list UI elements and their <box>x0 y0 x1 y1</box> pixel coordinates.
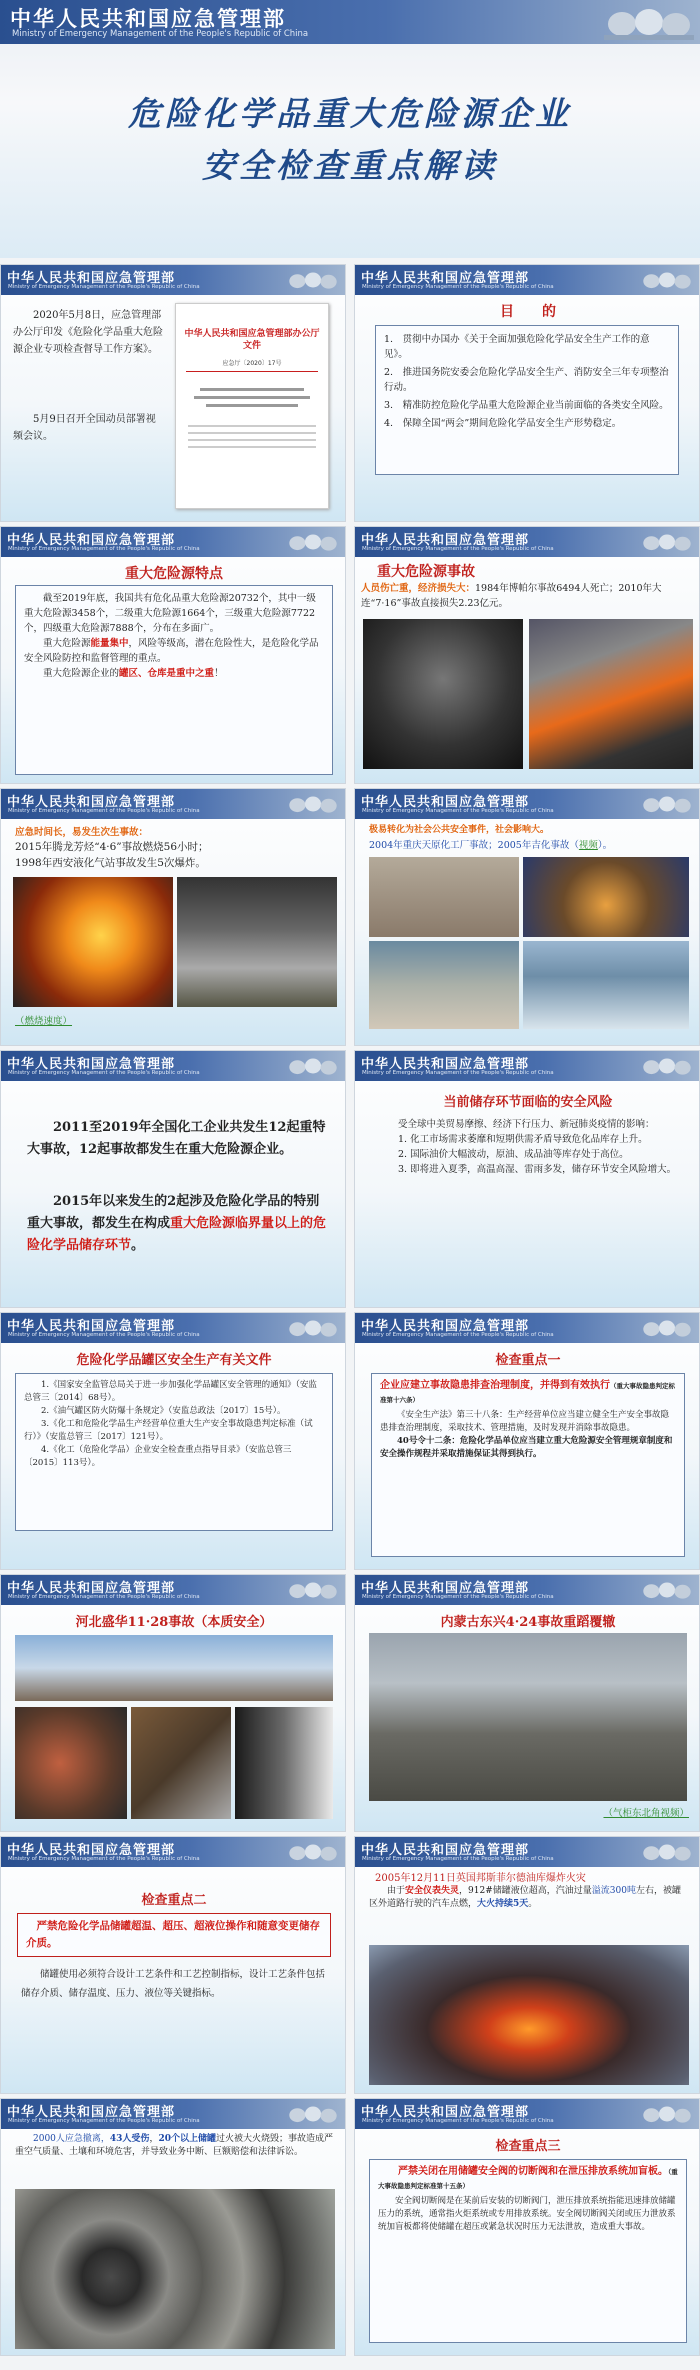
ministry-name-en: Ministry of Emergency Management of the People's Republic of China <box>362 1856 554 1862</box>
deck-title-line2: 安全检查重点解读 <box>202 146 498 185</box>
slide-storage-risks <box>354 1050 700 1308</box>
ministry-banner <box>1 1837 345 1867</box>
storage-tanks-icon <box>641 1578 693 1602</box>
ministry-name-en: Ministry of Emergency Management of the People's Republic of China <box>8 1070 200 1076</box>
slide-title: 危险化学品罐区安全生产有关文件 <box>76 1353 272 1368</box>
paragraph: 40号令十二条：危险化学品单位应当建立重大危险源安全管理规章制度和安全操作规程并采取措施保证其得到执行。 <box>380 1436 673 1459</box>
storage-tanks-icon <box>641 268 693 292</box>
check-point-content <box>369 2159 687 2343</box>
emergency-line: 2015年腾龙芳烃“4·6”事故燃烧56小时； <box>15 841 209 853</box>
ministry-name-en: Ministry of Emergency Management of the People's Republic of China <box>362 1594 554 1600</box>
ministry-banner <box>355 1051 699 1081</box>
deck-title-line1: 危险化学品重大危险源企业 <box>128 94 572 133</box>
storage-tanks-icon <box>641 1316 693 1340</box>
ministry-name-en: Ministry of Emergency Management of the People's Republic of China <box>8 284 200 290</box>
check-point-heading: 严禁危险化学品储罐超温、超压、超液位操作和随意变更储存介质。 <box>26 1920 320 1949</box>
ministry-banner <box>1 1575 345 1605</box>
ministry-name-cn: 中华人民共和国应急管理部 <box>7 795 176 810</box>
check-point-heading: 严禁关闭在用储罐安全阀的切断阀和在泄压排放系统加盲板。（重大事故隐患判定标准第十五条） <box>378 2166 678 2190</box>
slide-hebei-accident <box>0 1574 346 1832</box>
slide-title: 检查重点三 <box>495 2139 561 2154</box>
characteristics-text <box>15 585 333 775</box>
ministry-banner <box>355 265 699 295</box>
purpose-item: 1. 贯彻中办国办《关于全面加强危险化学品安全生产工作的意见》。 <box>384 334 650 360</box>
document-item: 3.《化工和危险化学品生产经营单位重大生产安全事故隐患判定标准（试行）》（安监总管三〔2017〕121号）。 <box>24 1419 313 1442</box>
ministry-name-cn: 中华人民共和国应急管理部 <box>7 1057 176 1072</box>
risk-list <box>379 1117 679 1177</box>
purpose-item: 4. 保障全国“两会”期间危险化学品安全生产形势稳定。 <box>384 418 622 429</box>
paragraph: 重大危险源能量集中，风险等级高，潜在危险性大，是危险化学品安全风险防控和监督管理的重点。 <box>24 638 319 664</box>
storage-tanks-icon <box>287 1578 339 1602</box>
storage-tanks-icon <box>641 792 693 816</box>
storage-tanks-icon <box>641 1840 693 1864</box>
emergency-line: 1998年西安液化气站事故发生5次爆炸。 <box>15 857 206 869</box>
slide-notice <box>0 264 346 522</box>
explosion-smoke-photo <box>177 877 337 1007</box>
ministry-banner <box>1 2099 345 2129</box>
storage-tanks-icon <box>287 268 339 292</box>
document-item: 4.《化工（危险化学品）企业安全检查重点指导目录》（安监总管三〔2015〕113号）。 <box>24 1445 292 1468</box>
slide-title: 重大危险源事故 <box>377 564 475 580</box>
ministry-name-en: Ministry of Emergency Management of the People's Republic of China <box>362 284 554 290</box>
ministry-name-en: Ministry of Emergency Management of the People's Republic of China <box>362 1332 554 1338</box>
document-header: 中华人民共和国应急管理部办公厅文件 <box>184 329 320 351</box>
document-image <box>175 303 329 509</box>
slide-title: 河北盛华11·28事故（本质安全） <box>75 1615 273 1630</box>
paragraph: 储罐使用必须符合设计工艺条件和工艺控制指标，设计工艺条件包括储存介质、储存温度、压力、液位等关键指标。 <box>21 1969 326 1999</box>
notice-text: 2020年5月8日，应急管理部办公厅印发《危险化学品重大危险源企业专项检查督导工作方案》。 <box>13 310 163 355</box>
ministry-name-cn: 中华人民共和国应急管理部 <box>10 6 286 31</box>
ministry-name-cn: 中华人民共和国应急管理部 <box>361 271 530 286</box>
paragraph: 截至2019年底，我国共有危化品重大危险源20732个，其中一级重大危险源3458个，二级重大危险源1664个，三级重大危险源7722个，四级重大危险源7888个，分布在多面广。 <box>24 593 316 634</box>
ministry-name-cn: 中华人民共和国应急管理部 <box>7 2105 176 2120</box>
ministry-banner <box>1 265 345 295</box>
storage-tanks-icon <box>287 1054 339 1078</box>
slide-title: 重大危险源特点 <box>125 566 223 582</box>
ministry-name-cn: 中华人民共和国应急管理部 <box>361 1843 530 1858</box>
document-item: 2.《油气罐区防火防爆十条规定》（安监总政法〔2017〕15号）。 <box>41 1406 286 1416</box>
ministry-banner <box>1 527 345 557</box>
check-point-content <box>371 1373 685 1557</box>
risk-item: 1. 化工市场需求萎靡和短期供需矛盾导致危化品库存上升。 <box>398 1134 648 1145</box>
risk-item: 3. 即将进入夏季，高温高湿、雷雨多发，储存环节安全风险增大。 <box>398 1164 677 1175</box>
risk-intro: 受全球中美贸易摩擦、经济下行压力、新冠肺炎疫情的影响： <box>398 1119 655 1130</box>
impact-line: 2004年重庆天原化工厂事故；2005年吉化事故（视频）。 <box>369 840 613 851</box>
storage-tanks-icon <box>641 2102 693 2126</box>
ministry-name-cn: 中华人民共和国应急管理部 <box>361 1581 530 1596</box>
burned-tanks-aerial-photo <box>15 2189 335 2349</box>
slide-accidents <box>354 526 700 784</box>
statistics-paragraph: 2011至2019年全国化工企业共发生12起重特大事故，12起事故都发生在重大危险源企业。 <box>27 1120 326 1157</box>
ministry-name-cn: 中华人民共和国应急管理部 <box>7 533 176 548</box>
purpose-item: 3. 精准防控危险化学品重大危险源企业当前面临的各类安全风险。 <box>384 400 669 411</box>
ministry-name-en: Ministry of Emergency Management of the People's Republic of China <box>8 1594 200 1600</box>
purpose-item: 2. 推进国务院安委会危险化学品安全生产、消防安全三年专项整治行动。 <box>384 367 669 393</box>
ministry-name-cn: 中华人民共和国应急管理部 <box>361 1057 530 1072</box>
purpose-list <box>375 325 679 475</box>
slide-title: 目 的 <box>500 304 556 320</box>
ministry-banner <box>1 1313 345 1343</box>
video-link[interactable]: 视频 <box>578 840 598 851</box>
gas-holder-video-link[interactable]: （气柜东北角视频） <box>603 1808 689 1819</box>
ministry-name-en: Ministry of Emergency Management of the People's Republic of China <box>8 1856 200 1862</box>
slide-title: 检查重点二 <box>141 1893 207 1908</box>
slide-characteristics <box>0 526 346 784</box>
ministry-name-cn: 中华人民共和国应急管理部 <box>361 795 530 810</box>
dalian-fire-photo <box>529 619 693 769</box>
storage-tanks-icon <box>287 792 339 816</box>
slide-buncefield-impact <box>0 2098 346 2356</box>
emergency-heading: 应急时间长，易发生次生事故： <box>15 827 149 838</box>
storage-tanks-icon <box>287 530 339 554</box>
paragraph: 《安全生产法》第三十八条：生产经营单位应当建立健全生产安全事故隐患排查治理制度，采取技术、管理措施，及时发现并消除事故隐患。 <box>380 1410 670 1433</box>
document-number: 应急厅〔2020〕17号 <box>222 360 282 367</box>
storage-tanks-icon <box>604 4 694 40</box>
ministry-name-cn: 中华人民共和国应急管理部 <box>361 533 530 548</box>
accident-summary: 人员伤亡重，经济损失大：1984年博帕尔事故6494人死亡；2010年大连“7·16”事故直接损失2.23亿元。 <box>361 583 662 609</box>
slide-title: 当前储存环节面临的安全风险 <box>443 1095 613 1110</box>
slide-purpose <box>354 264 700 522</box>
slide-inner-mongolia-accident <box>354 1574 700 1832</box>
check-point-heading-box <box>17 1913 331 1957</box>
title-slide <box>0 0 700 258</box>
buncefield-heading: 2005年12月11日英国邦斯菲尔德油库爆炸火灾 <box>375 1873 586 1884</box>
impact-heading: 极易转化为社会公共安全事件，社会影响大。 <box>369 825 550 835</box>
evacuation-photo <box>369 941 519 1029</box>
tenglong-fire-photo <box>13 877 173 1007</box>
document-list <box>15 1373 333 1531</box>
ministry-name-en: Ministry of Emergency Management of the People's Republic of China <box>362 2118 554 2124</box>
valve-photo <box>235 1707 333 1819</box>
ministry-name-en: Ministry of Emergency Management of the People's Republic of China <box>362 546 554 552</box>
tianyuan-photo <box>369 857 519 937</box>
slide-title: 内蒙古东兴4·24事故重蹈覆辙 <box>440 1615 616 1630</box>
slide-check-point-2 <box>0 1836 346 2094</box>
ministry-name-en: Ministry of Emergency Management of the People's Republic of China <box>8 2118 200 2124</box>
buncefield-description: 由于安全仪表失灵，912#储罐液位超高，汽油过量溢流300吨左右，被罐区外道路行驶的汽车点燃，大火持续5天。 <box>369 1886 681 1909</box>
ministry-banner <box>355 2099 699 2129</box>
plant-overview-photo <box>15 1635 333 1701</box>
ministry-name-cn: 中华人民共和国应急管理部 <box>7 1319 176 1334</box>
ministry-name-cn: 中华人民共和国应急管理部 <box>7 1843 176 1858</box>
ministry-banner <box>1 789 345 819</box>
notice-text-2: 5月9日召开全国动员部署视频会议。 <box>13 414 156 442</box>
ministry-banner <box>355 1575 699 1605</box>
pipe-damage-photo <box>131 1707 231 1819</box>
ministry-banner <box>355 789 699 819</box>
ministry-banner <box>355 527 699 557</box>
ministry-name-en: Ministry of Emergency Management of the People's Republic of China <box>362 1070 554 1076</box>
ministry-name-cn: 中华人民共和国应急管理部 <box>361 2105 530 2120</box>
gas-holder-photo <box>15 1707 127 1819</box>
statistics-paragraph: 2015年以来发生的2起涉及危险化学品的特别重大事故，都发生在构成重大危险源临界量以上的危险化学品储存环节。 <box>27 1194 327 1253</box>
bhopal-photo <box>363 619 523 769</box>
storage-tanks-icon <box>287 1316 339 1340</box>
document-item: 1.《国家安全监管总局关于进一步加强化学品罐区安全管理的通知》（安监总管三〔2014〕68号）。 <box>24 1380 317 1403</box>
buncefield-fire-photo <box>369 1945 689 2085</box>
slide-social-impact <box>354 788 700 1046</box>
storage-tanks-icon <box>287 1840 339 1864</box>
ministry-banner <box>1 1051 345 1081</box>
ministry-banner <box>355 1837 699 1867</box>
ministry-name-cn: 中华人民共和国应急管理部 <box>7 1581 176 1596</box>
jihua-explosion-photo <box>523 857 689 937</box>
check-point-heading: 企业应建立事故隐患排查治理制度，并得到有效执行（重大事故隐患判定标准第十六条） <box>380 1380 675 1404</box>
slide-check-point-3 <box>354 2098 700 2356</box>
risk-item: 2. 国际油价大幅波动，原油、成品油等库存处于高位。 <box>398 1149 629 1160</box>
storage-tanks-icon <box>641 530 693 554</box>
ministry-name-en: Ministry of Emergency Management of the People's Republic of China <box>362 808 554 814</box>
ministry-name-en: Ministry of Emergency Management of the People's Republic of China <box>12 29 309 39</box>
river-pollution-photo <box>523 941 689 1029</box>
paragraph: 重大危险源企业的罐区、仓库是重中之重！ <box>43 668 224 679</box>
slide-check-point-1 <box>354 1312 700 1570</box>
ministry-banner <box>355 1313 699 1343</box>
storage-tanks-icon <box>641 1054 693 1078</box>
storage-tanks-icon <box>287 2102 339 2126</box>
ministry-name-en: Ministry of Emergency Management of the People's Republic of China <box>8 808 200 814</box>
ministry-name-en: Ministry of Emergency Management of the People's Republic of China <box>8 546 200 552</box>
ministry-banner <box>0 0 700 44</box>
paragraph: 安全阀切断阀是在某前后安装的切断阀门，泄压排放系统指能迅速排放储罐压力的系统，通常指火炬系统或专用排放系统。安全阀切断阀关闭或压力泄放系统加盲板都将使储罐在超压或紧急状况时压力无法泄放，造成重大事故。 <box>378 2196 676 2232</box>
ministry-name-en: Ministry of Emergency Management of the People's Republic of China <box>8 1332 200 1338</box>
impact-description: 2000人应急撤离，43人受伤，20个以上储罐过火被大火烧毁；事故造成严重空气质量、土壤和环境危害，并导致业务中断、巨额赔偿和法律诉讼。 <box>15 2134 333 2157</box>
slide-buncefield-accident <box>354 1836 700 2094</box>
slide-statistics <box>0 1050 346 1308</box>
plant-debris-photo <box>369 1633 687 1801</box>
slide-documents <box>0 1312 346 1570</box>
slide-title: 检查重点一 <box>495 1353 561 1368</box>
ministry-name-cn: 中华人民共和国应急管理部 <box>7 271 176 286</box>
ministry-name-cn: 中华人民共和国应急管理部 <box>361 1319 530 1334</box>
slide-emergency-duration <box>0 788 346 1046</box>
burning-speed-link[interactable]: （燃烧速度） <box>15 1016 73 1027</box>
